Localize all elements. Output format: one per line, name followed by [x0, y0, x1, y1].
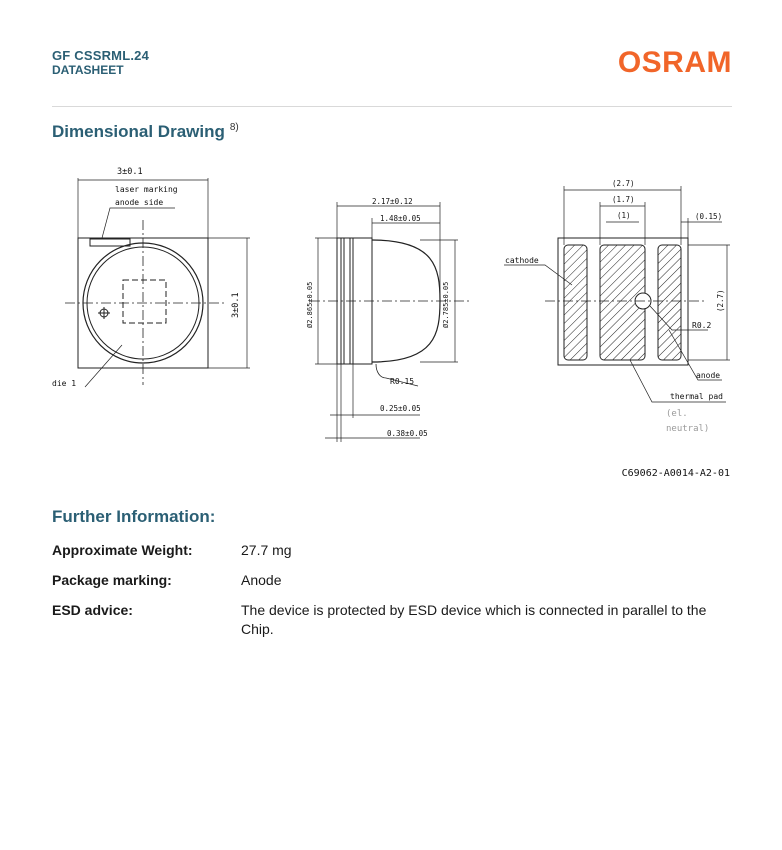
weight-label: Approximate Weight:	[52, 542, 193, 558]
dim-17-label: (1.7)	[612, 195, 635, 204]
drawing-id: C69062-A0014-A2-01	[621, 468, 730, 479]
height-dimension-label: 3±0.1	[231, 292, 241, 318]
esd-advice-value: The device is protected by ESD device which is connected in parallel to the Chip.	[241, 602, 707, 637]
dim-038-label: 0.38±0.05	[387, 429, 428, 438]
osram-logo: OSRAM	[617, 46, 732, 79]
diameter-2785-label: Ø2.785±0.05	[442, 281, 450, 328]
thermal-pad-label: thermal pad	[670, 392, 723, 401]
anode-pad	[658, 245, 681, 360]
laser-marking-label: laser marking	[115, 185, 178, 194]
product-name: GF CSSRML.24	[52, 48, 150, 63]
section-title-dimensional-drawing	[52, 122, 239, 142]
cathode-label: cathode	[505, 256, 539, 265]
dim-015-label: (0.15)	[695, 212, 723, 221]
top-view	[65, 178, 250, 387]
laser-marking-box	[90, 239, 130, 246]
radius-015-label: R0.15	[390, 377, 415, 386]
package-marking-label: Package marking:	[52, 572, 172, 588]
document-header	[52, 48, 149, 77]
diameter-2865-label: Ø2.865±0.05	[306, 281, 314, 328]
weight-value: 27.7 mg	[241, 542, 292, 558]
anode-side-label: anode side	[115, 198, 164, 207]
die-label: die 1	[52, 379, 77, 388]
dim-217-label: 2.17±0.12	[372, 197, 413, 206]
dimensional-drawing-title: Dimensional Drawing	[52, 122, 225, 141]
dim-1-label: (1)	[617, 211, 631, 220]
dim-27-vertical-label: (2.7)	[716, 289, 725, 312]
neutral-label: neutral)	[666, 424, 710, 434]
cathode-pad	[564, 245, 587, 360]
anode-label: anode	[696, 371, 721, 380]
width-dimension-label: 3±0.1	[117, 167, 143, 177]
document-type: DATASHEET	[52, 63, 124, 77]
dim-148-label: 1.48±0.05	[380, 214, 421, 223]
esd-advice-label: ESD advice:	[52, 602, 133, 618]
header-divider	[52, 106, 732, 107]
radius-02-label: R0.2	[692, 321, 712, 330]
section-title-further-information: Further Information:	[52, 507, 216, 526]
dim-27-label: (2.7)	[612, 179, 635, 188]
die-outline	[123, 280, 166, 323]
dim-025-label: 0.25±0.05	[380, 404, 421, 413]
electrically-label: (el.	[666, 409, 688, 419]
footnote-marker: 8)	[229, 122, 239, 134]
package-marking-value: Anode	[241, 572, 282, 588]
dimensional-drawing	[40, 160, 760, 490]
